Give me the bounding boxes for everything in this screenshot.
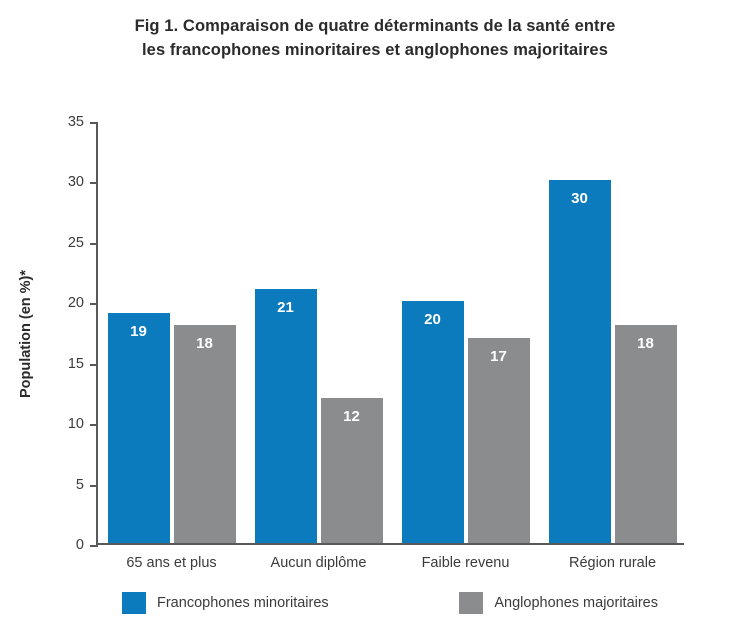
bar-group bbox=[245, 122, 392, 571]
bar bbox=[549, 180, 611, 543]
y-axis-tick bbox=[90, 485, 98, 487]
y-axis-tick-label: 20 bbox=[67, 295, 84, 312]
y-axis-tick bbox=[90, 243, 98, 245]
bar-value-label: 18 bbox=[637, 335, 654, 353]
bar bbox=[108, 313, 170, 543]
y-axis-title bbox=[14, 122, 38, 545]
chart-legend bbox=[96, 592, 684, 614]
y-axis-title-text: Population (en %)* bbox=[18, 269, 34, 398]
x-axis-category-label: Aucun diplôme bbox=[270, 555, 367, 571]
plot-area bbox=[67, 114, 684, 571]
bar bbox=[402, 301, 464, 543]
y-axis-tick-label: 25 bbox=[67, 234, 84, 251]
y-axis-tick-label: 35 bbox=[67, 114, 84, 130]
y-axis-tick bbox=[90, 364, 98, 366]
x-axis-category-label: Faible revenu bbox=[421, 555, 510, 571]
bar-value-label: 17 bbox=[490, 347, 507, 365]
bar-value-label: 19 bbox=[130, 323, 147, 341]
bar-value-label: 21 bbox=[277, 299, 294, 317]
bar bbox=[615, 325, 677, 543]
y-axis-tick bbox=[90, 424, 98, 426]
bar-group bbox=[539, 122, 686, 571]
legend-swatch-icon-series-0 bbox=[122, 592, 146, 614]
chart-title bbox=[0, 14, 750, 62]
bar bbox=[174, 325, 236, 543]
bar-value-label: 30 bbox=[571, 190, 588, 208]
bar-value-label: 20 bbox=[424, 311, 441, 329]
y-axis-tick bbox=[90, 545, 98, 547]
y-axis-tick-label: 0 bbox=[75, 537, 84, 553]
bar bbox=[468, 338, 530, 543]
bar-group bbox=[98, 122, 245, 571]
bar bbox=[321, 398, 383, 543]
y-axis-tick bbox=[90, 303, 98, 305]
y-axis-tick-label: 15 bbox=[67, 355, 84, 372]
y-axis-tick-label: 10 bbox=[67, 416, 84, 433]
x-axis-category-label: Région rurale bbox=[568, 555, 657, 571]
legend-item-series-1 bbox=[459, 592, 658, 614]
chart-title-line-2: les francophones minoritaires et anglophones majoritaires bbox=[142, 41, 608, 59]
legend-item-series-0 bbox=[122, 592, 329, 614]
plot-canvas bbox=[67, 114, 684, 571]
bar-group bbox=[392, 122, 539, 571]
y-axis-tick bbox=[90, 122, 98, 124]
bar bbox=[255, 289, 317, 543]
legend-label-series-0: Francophones minoritaires bbox=[157, 595, 329, 611]
y-axis-tick-label: 5 bbox=[75, 476, 84, 493]
bar-value-label: 12 bbox=[343, 407, 360, 425]
chart-title-line-1: Fig 1. Comparaison de quatre déterminants de la santé entre bbox=[134, 17, 616, 35]
y-axis-tick-label: 30 bbox=[67, 174, 84, 191]
legend-swatch-icon-series-1 bbox=[459, 592, 483, 614]
x-axis-category-label: 65 ans et plus bbox=[126, 555, 217, 571]
y-axis-tick bbox=[90, 182, 98, 184]
legend-label-series-1: Anglophones majoritaires bbox=[494, 595, 658, 611]
bar-value-label: 18 bbox=[196, 335, 213, 353]
